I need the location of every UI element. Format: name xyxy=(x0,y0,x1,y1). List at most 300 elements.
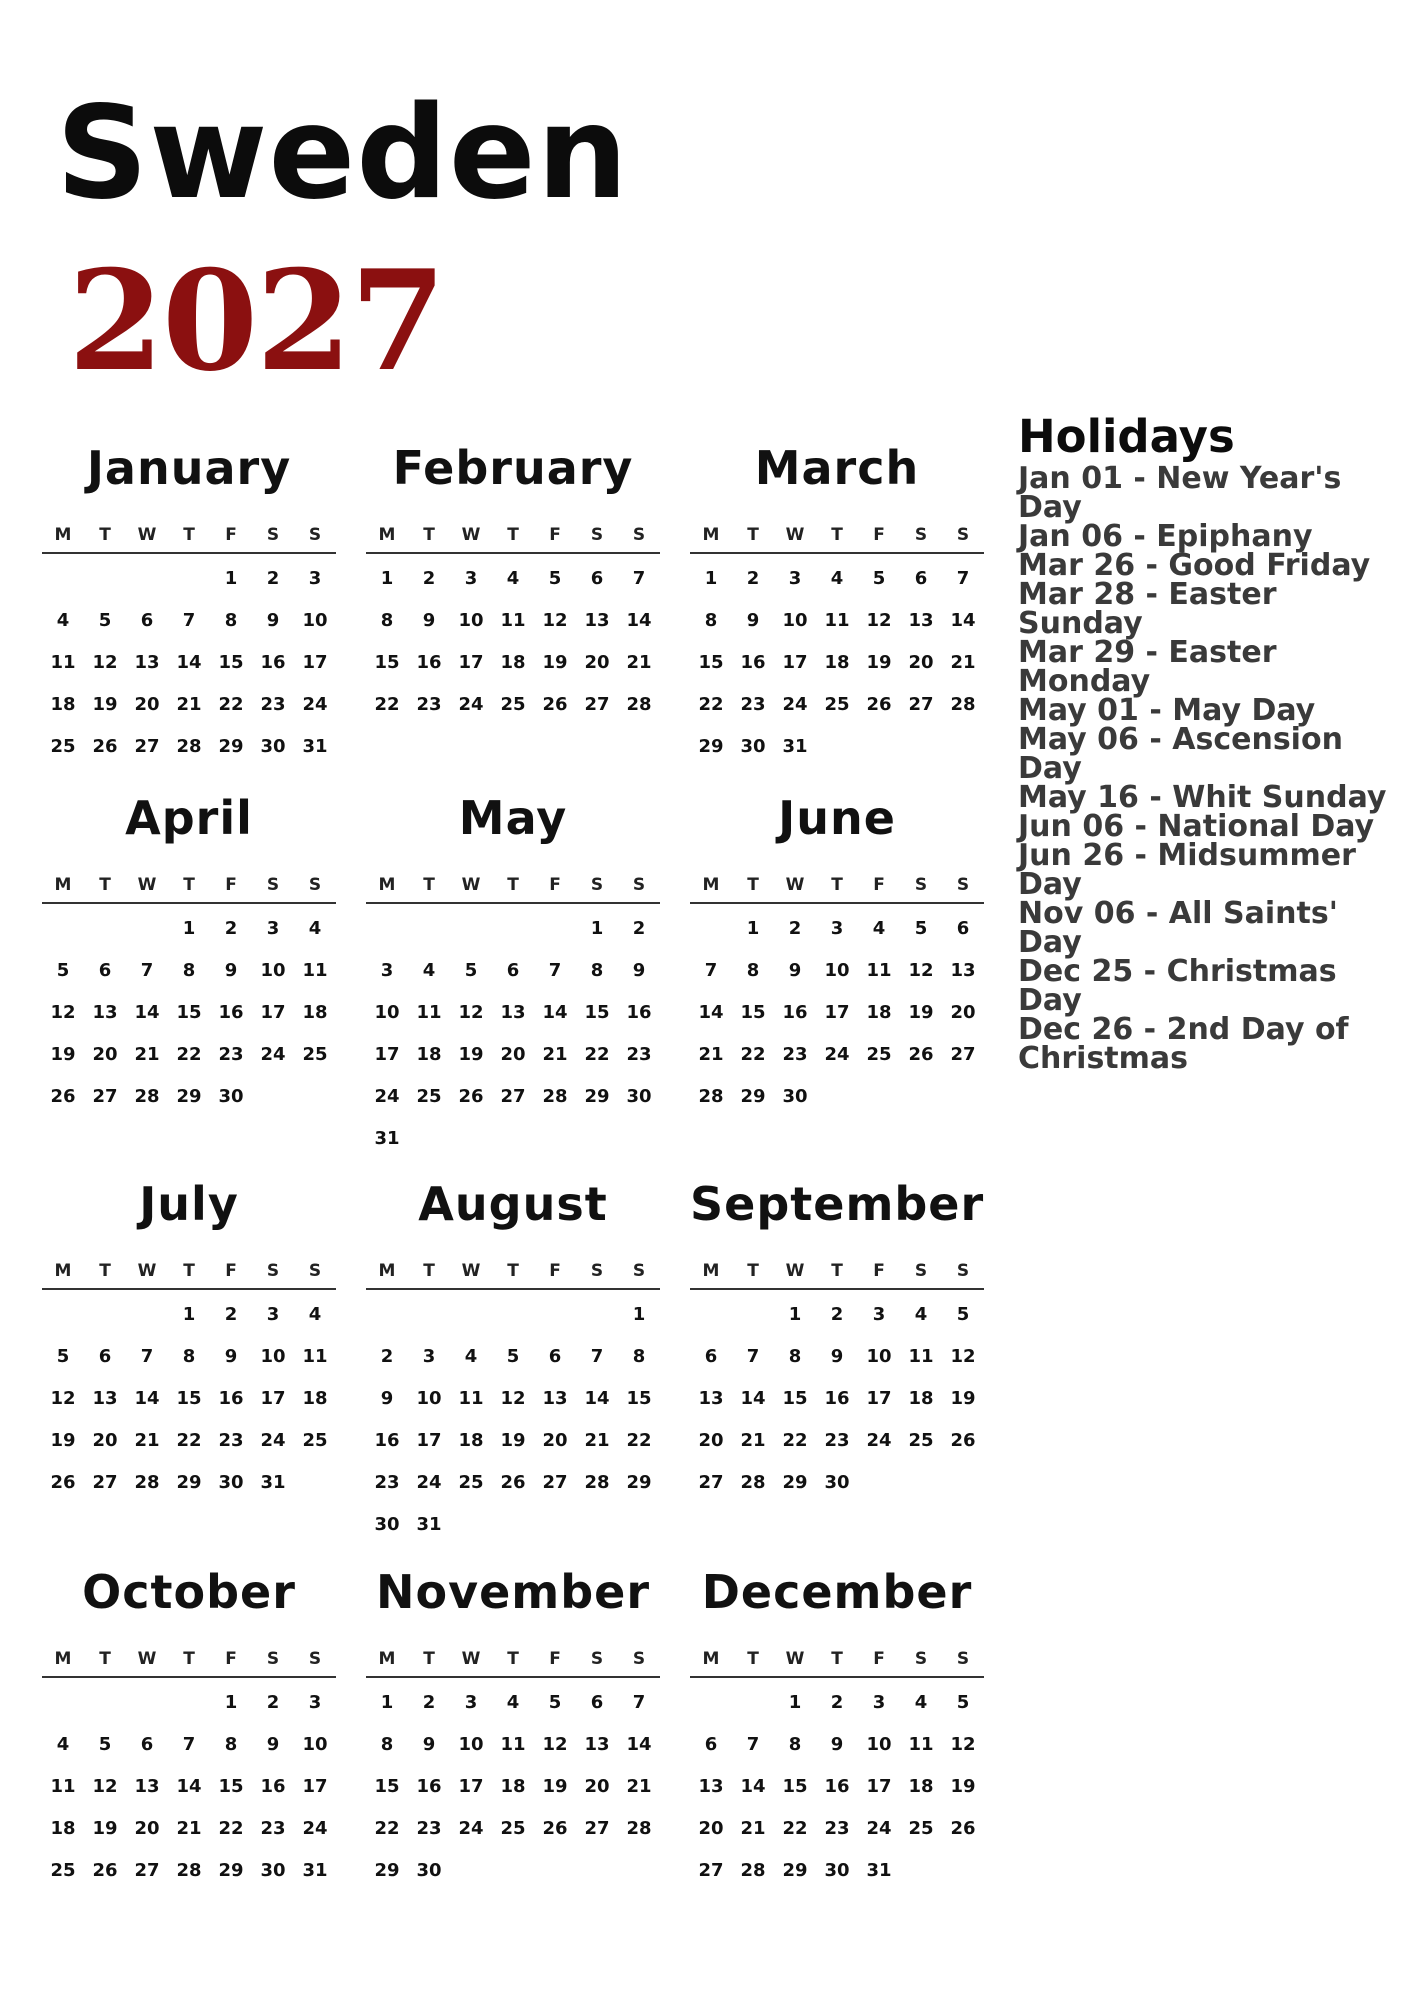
day-cell: 11 xyxy=(500,610,526,631)
month-name: April xyxy=(125,791,253,845)
day-cell: 10 xyxy=(782,610,808,631)
day-cell: 10 xyxy=(302,1734,328,1755)
day-cell: 1 xyxy=(182,918,196,939)
day-cell: 29 xyxy=(176,1086,202,1107)
day-cell: 13 xyxy=(92,1002,118,1023)
day-cell: 21 xyxy=(542,1044,568,1065)
day-cell: 15 xyxy=(176,1388,202,1409)
weekday-label: S xyxy=(590,875,604,895)
day-cell: 16 xyxy=(740,652,766,673)
day-cell: 23 xyxy=(260,694,286,715)
weekday-header xyxy=(690,868,984,904)
day-cell: 13 xyxy=(950,960,976,981)
weekday-label: F xyxy=(549,1261,561,1281)
weekday-label: T xyxy=(423,1261,435,1281)
day-cell: 28 xyxy=(740,1472,766,1493)
day-cell: 16 xyxy=(782,1002,808,1023)
day-cell: 6 xyxy=(548,1346,562,1367)
weekday-label: F xyxy=(225,525,237,545)
day-cell: 23 xyxy=(626,1044,652,1065)
day-cell: 25 xyxy=(50,736,76,757)
day-cell: 12 xyxy=(50,1388,76,1409)
day-cell: 13 xyxy=(542,1388,568,1409)
day-cell: 5 xyxy=(956,1304,970,1325)
weekday-label: F xyxy=(549,525,561,545)
day-cell: 4 xyxy=(422,960,436,981)
day-cell: 3 xyxy=(788,568,802,589)
day-cell: 26 xyxy=(542,1818,568,1839)
day-cell: 20 xyxy=(134,694,160,715)
day-grid xyxy=(42,1294,336,1504)
day-cell: 24 xyxy=(260,1430,286,1451)
day-cell: 11 xyxy=(866,960,892,981)
day-cell: 24 xyxy=(782,694,808,715)
day-cell: 12 xyxy=(908,960,934,981)
day-cell: 15 xyxy=(374,1776,400,1797)
day-cell: 1 xyxy=(224,1692,238,1713)
day-cell: 8 xyxy=(788,1346,802,1367)
day-cell: 7 xyxy=(182,1734,196,1755)
day-cell: 30 xyxy=(218,1472,244,1493)
day-cell: 29 xyxy=(782,1472,808,1493)
weekday-label: T xyxy=(831,1649,843,1669)
day-cell: 25 xyxy=(908,1430,934,1451)
day-cell: 4 xyxy=(506,1692,520,1713)
day-cell: 5 xyxy=(506,1346,520,1367)
day-cell: 7 xyxy=(140,1346,154,1367)
weekday-label: T xyxy=(183,525,195,545)
day-cell: 9 xyxy=(380,1388,394,1409)
weekday-label: S xyxy=(308,1649,322,1669)
day-cell: 19 xyxy=(542,652,568,673)
day-cell: 24 xyxy=(374,1086,400,1107)
day-cell: 21 xyxy=(176,694,202,715)
day-cell: 8 xyxy=(704,610,718,631)
day-cell: 13 xyxy=(698,1388,724,1409)
day-cell: 3 xyxy=(872,1304,886,1325)
weekday-header xyxy=(366,518,660,554)
day-cell: 21 xyxy=(740,1430,766,1451)
day-cell: 22 xyxy=(218,694,244,715)
day-cell: 23 xyxy=(416,694,442,715)
day-cell: 21 xyxy=(134,1044,160,1065)
day-cell: 3 xyxy=(308,1692,322,1713)
day-cell: 14 xyxy=(740,1776,766,1797)
day-cell: 21 xyxy=(584,1430,610,1451)
day-cell: 16 xyxy=(416,1776,442,1797)
day-cell: 27 xyxy=(950,1044,976,1065)
day-cell: 19 xyxy=(92,1818,118,1839)
day-cell: 31 xyxy=(866,1860,892,1881)
day-cell: 23 xyxy=(260,1818,286,1839)
day-cell: 18 xyxy=(302,1002,328,1023)
day-cell: 15 xyxy=(176,1002,202,1023)
month-october xyxy=(42,1562,336,1892)
month-february xyxy=(366,438,660,726)
day-cell: 15 xyxy=(218,1776,244,1797)
month-name: October xyxy=(82,1565,296,1619)
weekday-label: M xyxy=(54,1649,72,1669)
day-cell: 23 xyxy=(740,694,766,715)
day-cell: 29 xyxy=(782,1860,808,1881)
day-cell: 17 xyxy=(416,1430,442,1451)
day-cell: 2 xyxy=(422,568,436,589)
month-name: March xyxy=(754,441,920,495)
day-cell: 30 xyxy=(260,736,286,757)
day-cell: 1 xyxy=(746,918,760,939)
day-cell: 31 xyxy=(260,1472,286,1493)
day-cell: 30 xyxy=(824,1472,850,1493)
weekday-label: S xyxy=(590,1649,604,1669)
day-cell: 18 xyxy=(302,1388,328,1409)
day-cell: 8 xyxy=(380,1734,394,1755)
day-cell: 4 xyxy=(914,1304,928,1325)
day-grid xyxy=(42,1682,336,1892)
day-cell: 4 xyxy=(830,568,844,589)
weekday-label: F xyxy=(873,875,885,895)
day-cell: 12 xyxy=(458,1002,484,1023)
day-grid xyxy=(690,1294,984,1504)
day-cell: 19 xyxy=(866,652,892,673)
day-cell: 25 xyxy=(50,1860,76,1881)
day-cell: 14 xyxy=(542,1002,568,1023)
day-cell: 17 xyxy=(260,1002,286,1023)
weekday-label: T xyxy=(99,1649,111,1669)
day-cell: 10 xyxy=(824,960,850,981)
day-cell: 16 xyxy=(260,1776,286,1797)
weekday-label: T xyxy=(747,875,759,895)
day-cell: 21 xyxy=(950,652,976,673)
day-grid xyxy=(366,908,660,1160)
day-cell: 15 xyxy=(584,1002,610,1023)
weekday-label: T xyxy=(183,1261,195,1281)
holiday-item: Jan 01 - New Year's Day xyxy=(1018,461,1342,525)
weekday-label: S xyxy=(632,1261,646,1281)
day-cell: 27 xyxy=(542,1472,568,1493)
month-april xyxy=(42,788,336,1118)
day-cell: 4 xyxy=(464,1346,478,1367)
day-cell: 26 xyxy=(542,694,568,715)
day-cell: 10 xyxy=(458,1734,484,1755)
day-cell: 29 xyxy=(218,736,244,757)
day-cell: 14 xyxy=(626,1734,652,1755)
day-cell: 3 xyxy=(308,568,322,589)
day-cell: 28 xyxy=(134,1472,160,1493)
day-cell: 11 xyxy=(824,610,850,631)
day-cell: 18 xyxy=(500,1776,526,1797)
day-cell: 18 xyxy=(458,1430,484,1451)
day-cell: 8 xyxy=(182,1346,196,1367)
month-march xyxy=(690,438,984,768)
day-cell: 18 xyxy=(824,652,850,673)
holidays-panel xyxy=(1018,410,1398,1076)
weekday-label: M xyxy=(378,525,396,545)
weekday-label: M xyxy=(54,1261,72,1281)
day-cell: 24 xyxy=(302,694,328,715)
day-cell: 17 xyxy=(374,1044,400,1065)
day-cell: 30 xyxy=(374,1514,400,1535)
day-cell: 28 xyxy=(740,1860,766,1881)
day-cell: 25 xyxy=(500,694,526,715)
day-cell: 25 xyxy=(908,1818,934,1839)
month-june xyxy=(690,788,984,1118)
day-cell: 3 xyxy=(464,1692,478,1713)
day-cell: 24 xyxy=(260,1044,286,1065)
day-cell: 21 xyxy=(176,1818,202,1839)
day-cell: 10 xyxy=(260,960,286,981)
day-cell: 2 xyxy=(632,918,646,939)
weekday-header xyxy=(690,1642,984,1678)
day-cell: 14 xyxy=(626,610,652,631)
day-cell: 30 xyxy=(260,1860,286,1881)
day-cell: 9 xyxy=(788,960,802,981)
day-cell: 31 xyxy=(416,1514,442,1535)
day-cell: 18 xyxy=(908,1388,934,1409)
weekday-label: W xyxy=(785,875,805,895)
day-cell: 11 xyxy=(500,1734,526,1755)
day-cell: 28 xyxy=(950,694,976,715)
day-cell: 7 xyxy=(746,1346,760,1367)
day-cell: 27 xyxy=(908,694,934,715)
day-grid xyxy=(42,908,336,1118)
day-cell: 5 xyxy=(464,960,478,981)
day-cell: 26 xyxy=(908,1044,934,1065)
day-cell: 25 xyxy=(416,1086,442,1107)
day-cell: 18 xyxy=(908,1776,934,1797)
day-cell: 2 xyxy=(224,918,238,939)
holiday-item: Mar 26 - Good Friday xyxy=(1018,548,1371,583)
day-cell: 27 xyxy=(134,736,160,757)
day-cell: 29 xyxy=(374,1860,400,1881)
day-cell: 16 xyxy=(218,1388,244,1409)
day-cell: 12 xyxy=(92,652,118,673)
day-cell: 3 xyxy=(872,1692,886,1713)
day-cell: 20 xyxy=(950,1002,976,1023)
holidays-list xyxy=(1018,461,1398,1076)
weekday-label: M xyxy=(702,525,720,545)
weekday-label: S xyxy=(632,875,646,895)
day-cell: 9 xyxy=(830,1346,844,1367)
day-cell: 7 xyxy=(632,1692,646,1713)
day-cell: 31 xyxy=(302,736,328,757)
weekday-label: T xyxy=(423,1649,435,1669)
day-cell: 17 xyxy=(302,652,328,673)
day-cell: 24 xyxy=(866,1818,892,1839)
day-cell: 11 xyxy=(302,960,328,981)
weekday-label: W xyxy=(461,525,481,545)
day-cell: 23 xyxy=(416,1818,442,1839)
day-cell: 16 xyxy=(626,1002,652,1023)
day-cell: 1 xyxy=(224,568,238,589)
month-september xyxy=(690,1174,984,1504)
day-cell: 24 xyxy=(458,1818,484,1839)
day-cell: 11 xyxy=(908,1734,934,1755)
day-cell: 8 xyxy=(182,960,196,981)
weekday-label: S xyxy=(956,875,970,895)
day-cell: 26 xyxy=(50,1086,76,1107)
day-cell: 27 xyxy=(584,1818,610,1839)
day-cell: 3 xyxy=(464,568,478,589)
day-cell: 9 xyxy=(266,610,280,631)
day-cell: 2 xyxy=(422,1692,436,1713)
weekday-label: W xyxy=(785,1261,805,1281)
month-name: November xyxy=(375,1565,651,1619)
day-cell: 25 xyxy=(458,1472,484,1493)
day-grid xyxy=(366,558,660,726)
weekday-label: W xyxy=(461,875,481,895)
day-cell: 28 xyxy=(542,1086,568,1107)
weekday-label: S xyxy=(308,525,322,545)
day-cell: 25 xyxy=(866,1044,892,1065)
day-cell: 6 xyxy=(140,610,154,631)
weekday-label: W xyxy=(461,1261,481,1281)
day-cell: 14 xyxy=(950,610,976,631)
day-cell: 24 xyxy=(824,1044,850,1065)
day-cell: 20 xyxy=(584,1776,610,1797)
day-cell: 29 xyxy=(740,1086,766,1107)
day-cell: 22 xyxy=(176,1044,202,1065)
day-cell: 17 xyxy=(458,1776,484,1797)
day-cell: 5 xyxy=(548,1692,562,1713)
day-cell: 13 xyxy=(698,1776,724,1797)
day-cell: 23 xyxy=(374,1472,400,1493)
day-cell: 10 xyxy=(260,1346,286,1367)
weekday-header xyxy=(42,518,336,554)
day-cell: 28 xyxy=(698,1086,724,1107)
day-cell: 20 xyxy=(698,1430,724,1451)
day-cell: 9 xyxy=(422,1734,436,1755)
day-cell: 13 xyxy=(92,1388,118,1409)
day-cell: 4 xyxy=(56,610,70,631)
day-cell: 2 xyxy=(830,1692,844,1713)
day-cell: 26 xyxy=(458,1086,484,1107)
day-cell: 23 xyxy=(824,1430,850,1451)
weekday-label: S xyxy=(266,1649,280,1669)
weekday-label: S xyxy=(914,875,928,895)
day-cell: 27 xyxy=(500,1086,526,1107)
day-cell: 10 xyxy=(866,1734,892,1755)
day-cell: 28 xyxy=(134,1086,160,1107)
day-cell: 22 xyxy=(218,1818,244,1839)
day-cell: 31 xyxy=(302,1860,328,1881)
weekday-label: T xyxy=(507,1649,519,1669)
weekday-label: W xyxy=(137,1261,157,1281)
month-name: May xyxy=(458,791,568,845)
month-name: August xyxy=(418,1177,608,1231)
day-cell: 28 xyxy=(176,1860,202,1881)
holiday-item: Jan 06 - Epiphany xyxy=(1018,519,1313,554)
weekday-label: T xyxy=(99,525,111,545)
day-cell: 8 xyxy=(224,1734,238,1755)
day-cell: 29 xyxy=(698,736,724,757)
day-cell: 24 xyxy=(302,1818,328,1839)
day-cell: 27 xyxy=(584,694,610,715)
day-cell: 5 xyxy=(98,610,112,631)
day-cell: 28 xyxy=(584,1472,610,1493)
weekday-label: F xyxy=(225,1649,237,1669)
weekday-header xyxy=(42,868,336,904)
day-cell: 19 xyxy=(458,1044,484,1065)
weekday-label: S xyxy=(308,875,322,895)
day-cell: 26 xyxy=(950,1430,976,1451)
day-grid xyxy=(366,1294,660,1546)
holiday-item: Nov 06 - All Saints' Day xyxy=(1018,896,1338,960)
day-cell: 4 xyxy=(308,918,322,939)
weekday-label: F xyxy=(873,1261,885,1281)
day-cell: 24 xyxy=(458,694,484,715)
weekday-label: T xyxy=(747,1261,759,1281)
month-august xyxy=(366,1174,660,1546)
weekday-label: M xyxy=(378,875,396,895)
day-grid xyxy=(690,558,984,768)
weekday-label: F xyxy=(873,525,885,545)
day-cell: 7 xyxy=(632,568,646,589)
day-cell: 20 xyxy=(584,652,610,673)
day-cell: 10 xyxy=(302,610,328,631)
weekday-label: S xyxy=(632,1649,646,1669)
day-grid xyxy=(690,1682,984,1892)
month-may xyxy=(366,788,660,1160)
day-cell: 9 xyxy=(224,1346,238,1367)
holiday-item: May 01 - May Day xyxy=(1018,693,1316,728)
day-cell: 6 xyxy=(98,960,112,981)
day-cell: 12 xyxy=(500,1388,526,1409)
day-cell: 22 xyxy=(374,1818,400,1839)
day-cell: 15 xyxy=(782,1388,808,1409)
day-cell: 9 xyxy=(422,610,436,631)
day-cell: 30 xyxy=(824,1860,850,1881)
day-cell: 17 xyxy=(824,1002,850,1023)
weekday-label: S xyxy=(266,1261,280,1281)
day-cell: 26 xyxy=(866,694,892,715)
day-cell: 7 xyxy=(182,610,196,631)
weekday-header xyxy=(366,868,660,904)
day-cell: 16 xyxy=(824,1388,850,1409)
day-cell: 28 xyxy=(176,736,202,757)
weekday-label: M xyxy=(702,1261,720,1281)
day-cell: 15 xyxy=(626,1388,652,1409)
day-cell: 22 xyxy=(176,1430,202,1451)
weekday-label: S xyxy=(956,525,970,545)
day-cell: 2 xyxy=(788,918,802,939)
day-cell: 24 xyxy=(866,1430,892,1451)
weekday-label: W xyxy=(137,875,157,895)
weekday-label: S xyxy=(266,525,280,545)
day-cell: 29 xyxy=(176,1472,202,1493)
day-cell: 12 xyxy=(542,1734,568,1755)
day-cell: 6 xyxy=(98,1346,112,1367)
weekday-header xyxy=(366,1254,660,1290)
day-cell: 3 xyxy=(266,918,280,939)
day-cell: 20 xyxy=(698,1818,724,1839)
day-cell: 13 xyxy=(134,652,160,673)
day-cell: 14 xyxy=(176,1776,202,1797)
day-cell: 22 xyxy=(782,1430,808,1451)
day-cell: 13 xyxy=(584,1734,610,1755)
day-cell: 30 xyxy=(626,1086,652,1107)
day-cell: 3 xyxy=(380,960,394,981)
day-cell: 15 xyxy=(374,652,400,673)
day-cell: 12 xyxy=(866,610,892,631)
day-cell: 18 xyxy=(416,1044,442,1065)
day-cell: 23 xyxy=(824,1818,850,1839)
day-cell: 30 xyxy=(740,736,766,757)
day-cell: 6 xyxy=(914,568,928,589)
weekday-label: F xyxy=(549,1649,561,1669)
day-cell: 19 xyxy=(950,1388,976,1409)
weekday-label: S xyxy=(308,1261,322,1281)
weekday-label: M xyxy=(378,1261,396,1281)
